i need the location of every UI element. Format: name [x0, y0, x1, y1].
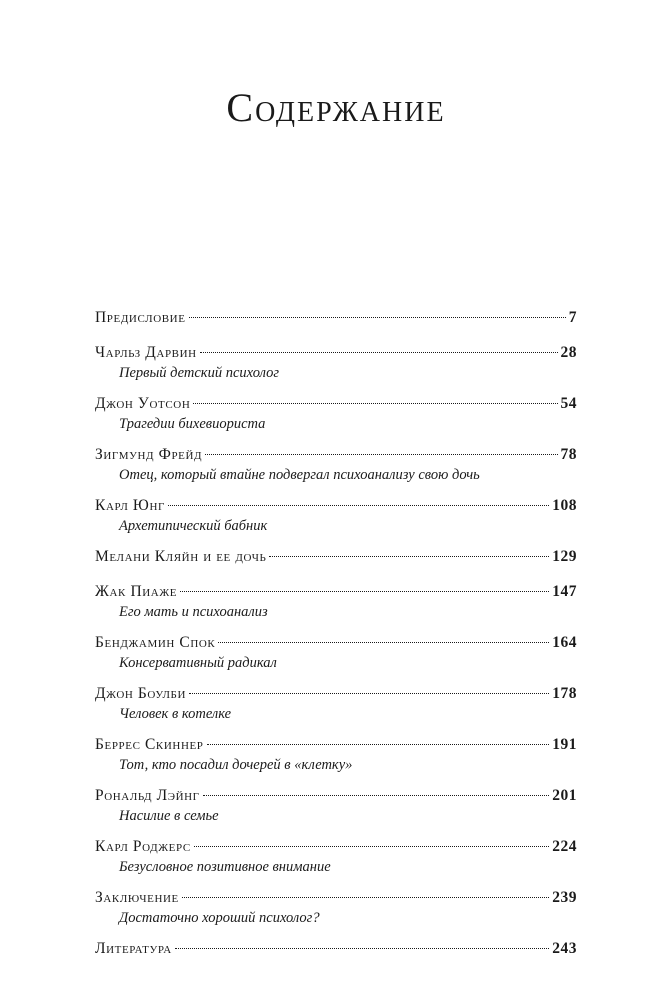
dot-leader	[218, 642, 549, 643]
toc-page-number: 243	[552, 940, 577, 957]
dot-leader	[205, 454, 557, 455]
toc-entry-line	[95, 305, 577, 331]
toc-entry-title: Литература	[95, 940, 172, 957]
toc-page-number: 78	[560, 446, 577, 463]
toc-entry-title: Мелани Кляйн и ее дочь	[95, 548, 267, 565]
toc-page-number: 147	[552, 583, 577, 600]
dot-leader	[203, 795, 550, 796]
toc-entry-line	[95, 732, 577, 758]
toc-entry-subtitle: Архетипический бабник	[119, 518, 268, 534]
toc-page-number: 224	[552, 838, 577, 855]
toc-entry-title: Карл Юнг	[95, 497, 165, 514]
toc-page-number: 191	[552, 736, 577, 753]
toc-entry-line	[95, 579, 577, 605]
toc-entry-line	[95, 391, 577, 417]
dot-leader	[269, 556, 549, 557]
toc-entry-title: Бенджамин Спок	[95, 634, 216, 651]
dot-leader	[168, 505, 549, 506]
toc-entry-title: Рональд Лэйнг	[95, 787, 200, 804]
toc-entry	[95, 442, 577, 484]
toc-entry-line	[95, 936, 577, 962]
toc-page-number: 54	[560, 395, 577, 412]
toc-entry-line	[95, 493, 577, 519]
toc-entry-subtitle: Человек в котелке	[119, 706, 232, 722]
toc-entry	[95, 732, 577, 774]
dot-leader	[182, 897, 549, 898]
toc-entry-title: Беррес Скиннер	[95, 736, 204, 753]
dot-leader	[189, 693, 549, 694]
toc-entry-subtitle: Трагедии бихевиориста	[119, 416, 266, 432]
toc-entry-line	[95, 885, 577, 911]
toc-entry-line	[95, 442, 577, 468]
toc-page-number: 239	[552, 889, 577, 906]
toc-entry-title: Карл Роджерс	[95, 838, 191, 855]
toc-entry	[95, 681, 577, 723]
toc-entry-line	[95, 681, 577, 707]
toc-entry-title: Чарльз Дарвин	[95, 344, 197, 361]
toc-entry-subtitle: Консервативный радикал	[119, 655, 277, 671]
toc-page-number: 28	[560, 344, 577, 361]
toc-entry-subtitle: Отец, который втайне подвергал психоанализу свою дочь	[119, 467, 480, 483]
toc-entry-line	[95, 834, 577, 860]
toc-entry-line	[95, 783, 577, 809]
toc-page-number: 178	[552, 685, 577, 702]
dot-leader	[180, 591, 549, 592]
toc-page-number: 129	[552, 548, 577, 565]
toc-entry	[95, 391, 577, 433]
toc-entry-line	[95, 630, 577, 656]
toc-entry-title: Предисловие	[95, 309, 186, 326]
dot-leader	[207, 744, 550, 745]
toc-entry-subtitle: Его мать и психоанализ	[119, 604, 268, 620]
toc-entry-subtitle: Первый детский психолог	[119, 365, 280, 381]
table-of-contents	[95, 305, 577, 971]
toc-entry-subtitle: Безусловное позитивное внимание	[119, 859, 331, 875]
toc-entry	[95, 834, 577, 876]
toc-page-number: 201	[552, 787, 577, 804]
dot-leader	[189, 317, 566, 318]
toc-entry-subtitle: Насилие в семье	[119, 808, 219, 824]
page-title: Содержание	[226, 85, 446, 130]
toc-entry-title: Заключение	[95, 889, 179, 906]
dot-leader	[193, 403, 557, 404]
dot-leader	[200, 352, 558, 353]
toc-entry	[95, 305, 577, 331]
toc-entry-subtitle: Тот, кто посадил дочерей в «клетку»	[119, 757, 353, 773]
toc-entry	[95, 579, 577, 621]
toc-entry-line	[95, 340, 577, 366]
toc-entry	[95, 493, 577, 535]
toc-entry	[95, 340, 577, 382]
toc-entry-line	[95, 544, 577, 570]
toc-entry	[95, 630, 577, 672]
toc-entry	[95, 885, 577, 927]
dot-leader	[194, 846, 549, 847]
toc-entry-title: Джон Боулби	[95, 685, 187, 702]
toc-page-number: 7	[568, 309, 577, 326]
dot-leader	[175, 948, 550, 949]
toc-page-number: 164	[552, 634, 577, 651]
toc-page-number: 108	[552, 497, 577, 514]
toc-entry-title: Джон Уотсон	[95, 395, 191, 412]
toc-entry	[95, 783, 577, 825]
toc-entry-subtitle: Достаточно хороший психолог?	[119, 910, 320, 926]
toc-entry-title: Зигмунд Фрейд	[95, 446, 203, 463]
toc-entry	[95, 544, 577, 570]
toc-entry	[95, 936, 577, 962]
toc-entry-title: Жак Пиаже	[95, 583, 178, 600]
